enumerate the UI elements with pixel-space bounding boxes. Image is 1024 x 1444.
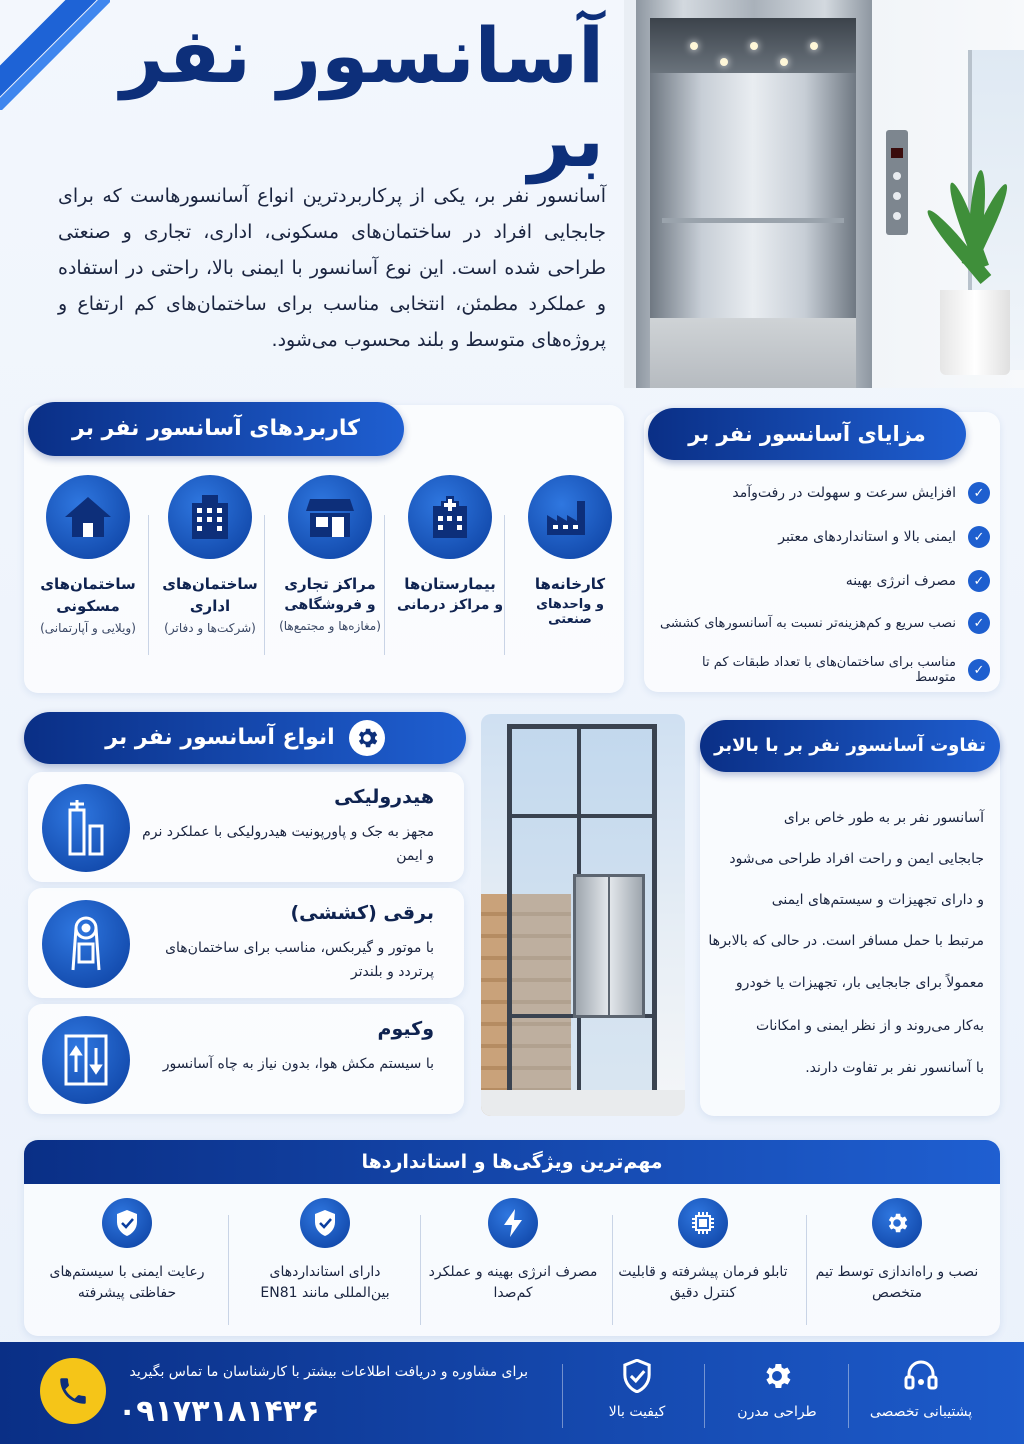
house-icon (46, 475, 130, 559)
difference-line: و دارای تجهیزات و سیستم‌های ایمنی (771, 892, 984, 908)
vacuum-elevator-icon (42, 1016, 130, 1104)
shield-check-icon (300, 1198, 350, 1248)
applications-title: کاربردهای آسانسور نفر بر (28, 402, 404, 456)
difference-line: به‌کار می‌روند و از نظر ایمنی و امکانات (756, 1018, 984, 1034)
footer-support: پشتیبانی تخصصی (856, 1358, 986, 1420)
intro-paragraph: آسانسور نفر بر، یکی از پرکاربردترین انواع آسانسورهاست که برای جابجایی افراد در ساختمان‌های مسکونی، اداری، تجاری و صنعتی طراحی شده است. این نوع آسانسور با ایمنی بالا، راحتی در استفاده و عملکرد مطمئن، انتخابی مناسب برای ساختمان‌های کم ارتفاع و پروژه‌های متوسط و بلند محسوب می‌شود. (58, 185, 606, 351)
application-commercial: مراکز تجاری و فروشگاهی (مغازه‌ها و مجتمع‌ها) (274, 475, 386, 633)
type-card-traction: برقی (کششی) با موتور و گیربکس، مناسب برای ساختمان‌های پرتردد و بلندتر (28, 888, 464, 998)
type-card-hydraulic: هیدرولیکی مجهز به جک و پاورپونیت هیدرولیکی با عملکرد نرم و ایمن (28, 772, 464, 882)
type-card-vacuum: وکیوم با سیستم مکش هوا، بدون نیاز به چاه آسانسور (28, 1004, 464, 1114)
check-icon: ✓ (968, 482, 990, 504)
feature-installation: نصب و راه‌اندازی توسط تیم متخصص (812, 1198, 982, 1304)
page-title: آسانسور نفر بر (120, 11, 604, 184)
check-icon: ✓ (968, 612, 990, 634)
application-hospital: بیمارستان‌ها و مراکز درمانی (394, 475, 506, 613)
difference-line: با آسانسور نفر بر تفاوت دارند. (805, 1060, 984, 1076)
advantage-item: ✓ مصرف انرژی بهینه (660, 570, 990, 592)
difference-line: آسانسور نفر بر به طور خاص برای (783, 810, 984, 826)
feature-standards: دارای استانداردهای بین‌المللی مانند EN81 (240, 1198, 410, 1304)
difference-title: تفاوت آسانسور نفر بر با بالابر (700, 720, 1000, 772)
gear-icon (349, 720, 385, 756)
difference-section (700, 724, 1000, 1116)
application-office: ساختمان‌های اداری (شرکت‌ها و دفاتر) (154, 475, 266, 635)
hydraulic-jack-icon (42, 784, 130, 872)
shield-check-icon (572, 1358, 702, 1394)
application-factory: کارخانه‌ها و واحدهای صنعتی (514, 475, 626, 627)
advantage-item: ✓ ایمنی بالا و استانداردهای معتبر (660, 526, 990, 548)
check-icon: ✓ (968, 659, 990, 681)
advantage-item: ✓ مناسب برای ساختمان‌های با تعداد طبقات کم تا متوسط (660, 655, 990, 685)
phone-icon[interactable] (40, 1358, 106, 1424)
phone-number[interactable]: ۰۹۱۷۳۱۸۱۴۳۶ (118, 1394, 320, 1429)
shield-check-icon (102, 1198, 152, 1248)
types-title: انواع آسانسور نفر بر (24, 712, 466, 764)
office-building-icon (168, 475, 252, 559)
check-icon: ✓ (968, 570, 990, 592)
elevator-cabin-photo (624, 0, 1024, 388)
store-icon (288, 475, 372, 559)
contact-text: برای مشاوره و دریافت اطلاعات بیشتر با کارشناسان ما تماس بگیرید (129, 1364, 528, 1380)
gear-icon (712, 1358, 842, 1394)
factory-icon (528, 475, 612, 559)
difference-line: مرتبط با حمل مسافر است. در حالی که بالابرها (708, 933, 984, 949)
application-residential: ساختمان‌های مسکونی (ویلایی و آپارتمانی) (32, 475, 144, 635)
feature-control-panel: تابلو فرمان پیشرفته و قابلیت کنترل دقیق (618, 1198, 788, 1304)
lightning-icon (488, 1198, 538, 1248)
difference-line: معمولاً برای جابجایی بار، تجهیزات یا خودرو (735, 975, 984, 991)
advantages-title: مزایای آسانسور نفر بر (648, 408, 966, 460)
footer-bar (0, 1342, 1024, 1444)
elevator-shaft-photo (481, 714, 685, 1116)
check-icon: ✓ (968, 526, 990, 548)
footer-quality: کیفیت بالا (572, 1358, 702, 1420)
footer-design: طراحی مدرن (712, 1358, 842, 1420)
features-title: مهم‌ترین ویژگی‌ها و استانداردها (24, 1140, 1000, 1184)
advantage-item: ✓ نصب سریع و کم‌هزینه‌تر نسبت به آسانسورهای کششی (660, 612, 990, 634)
advantage-item: ✓ افزایش سرعت و سهولت در رفت‌وآمد (660, 482, 990, 504)
gear-icon (872, 1198, 922, 1248)
headset-icon (856, 1358, 986, 1394)
control-chip-icon (678, 1198, 728, 1248)
feature-safety: رعایت ایمنی با سیستم‌های حفاظتی پیشرفته (42, 1198, 212, 1304)
difference-line: جابجایی ایمن و راحت افراد طراحی می‌شود (729, 851, 984, 867)
traction-motor-icon (42, 900, 130, 988)
hospital-icon (408, 475, 492, 559)
feature-energy: مصرف انرژی بهینه و عملکرد کم‌صدا (428, 1198, 598, 1304)
